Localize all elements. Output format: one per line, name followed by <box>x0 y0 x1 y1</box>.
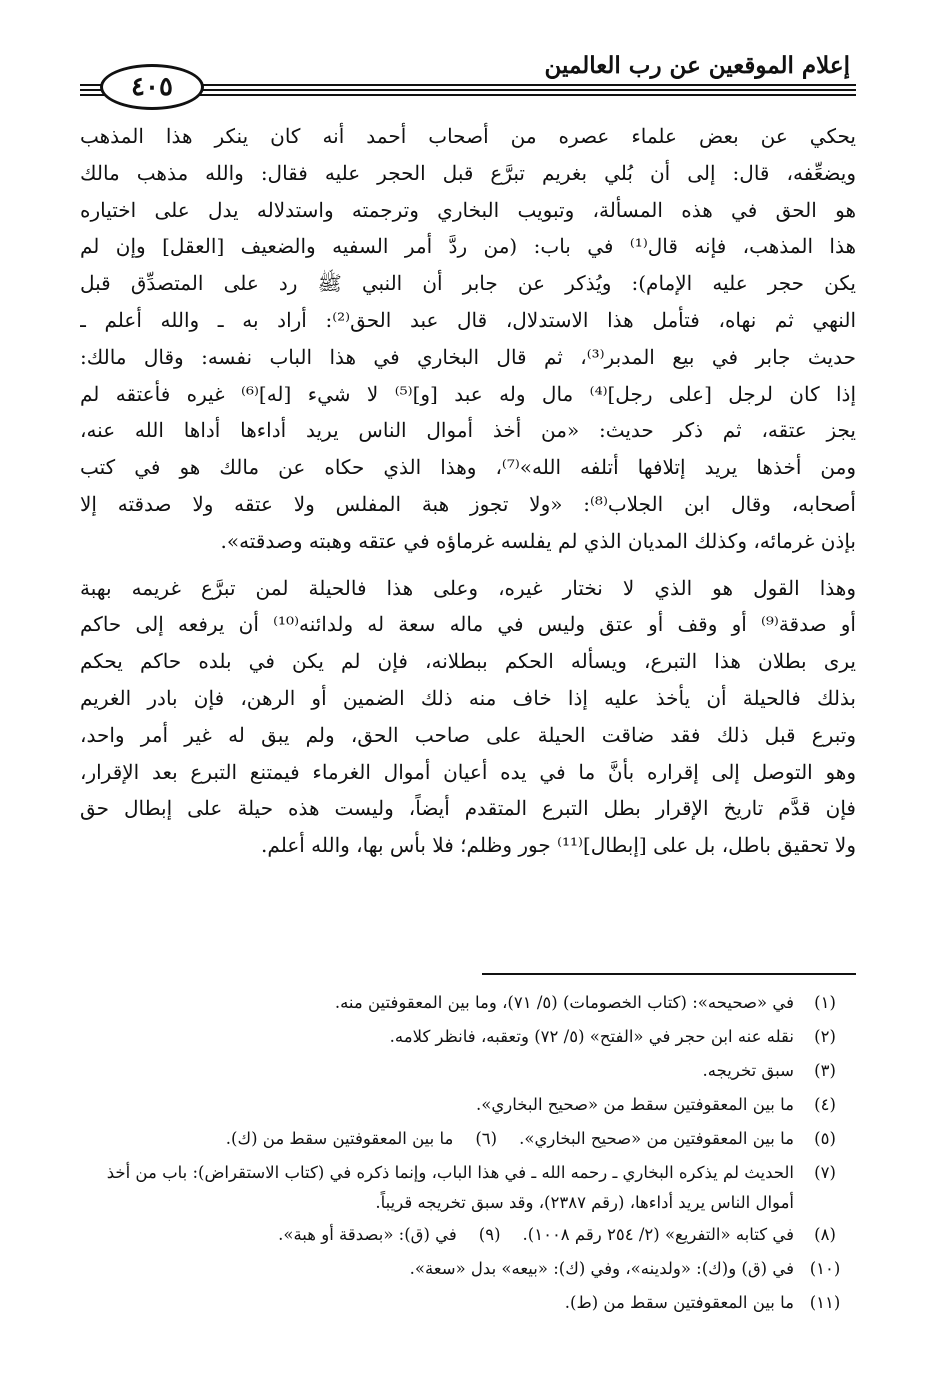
text-line: حديث جابر في بيع المدبر⁽³⁾، ثم قال البخاري في هذا الباب نفسه: وقال مالك: <box>80 344 856 369</box>
footnote <box>80 1020 856 1054</box>
text-line: أصحابه، وقال ابن الجلاب⁽⁸⁾: «ولا تجوز هبة المفلس ولا عتقه ولا صدقته إلا <box>80 491 856 516</box>
footnote-text <box>80 1122 794 1156</box>
footnote-text <box>80 1218 794 1252</box>
text-line: وتبرع قبل ذلك فقد ضاقت الحيلة على صاحب الحق، ولم يبق له غير أمر واحد، <box>80 722 856 747</box>
footnote <box>80 1218 856 1252</box>
footnote <box>80 986 856 1020</box>
footnote-number: (٤) <box>814 1095 836 1114</box>
text-line: ويضعِّفه، قال: إلى أن بُلي بغريم تبرَّع قبل الحجر عليه فقال: والله مذهب مالك <box>80 160 856 185</box>
text-line: ولا تحقيق باطل، بل على [إبطال]⁽¹¹⁾ جور وظلم؛ فلا بأس بها، والله أعلم. <box>261 833 856 858</box>
text-line: يحكي عن بعض علماء عصره من أصحاب أحمد أنه كان ينكر هذا المذهب <box>80 124 856 148</box>
footnote-number: (٣) <box>814 1061 836 1080</box>
footnote-number: (١٠) <box>809 1259 841 1278</box>
text-line: يجز عتقه، ثم ذكر حديث: «من أخذ أموال الناس يريد أداءها أداها الله عنه، <box>80 418 856 443</box>
text-line: وهذا القول هو الذي لا نختار غيره، وعلى هذا فالحيلة لمن تبرَّع غريمه بهبة <box>80 575 856 600</box>
footnote <box>80 1156 856 1218</box>
footnote-text-part: ما بين المعقوفتين من «صحيح البخاري». <box>519 1129 794 1148</box>
footnote-text: في (ق) و(ك): «ولدينه»، وفي (ك): «بيعه» بدل «سعة». <box>409 1259 794 1278</box>
text-line: فإن قدَّم تاريخ الإقرار بطل التبرع المتقدم أيضاً، وليست هذه حيلة على إبطال حق <box>80 796 856 821</box>
text-line: يرى بطلان هذا التبرع، ويسأله الحكم ببطلانه، فإن لم يكن في بلده حاكم يحكم <box>80 649 856 674</box>
text-line: يكن حجر عليه الإمام): ويُذكر عن جابر أن النبي ﷺ رد على المتصدِّق قبل <box>80 271 856 296</box>
text-line: إذا كان لرجل [على رجل]⁽⁴⁾ مال وله عبد [و]⁽⁵⁾ لا شيء [له]⁽⁶⁾ غيره فأعتقه لم <box>80 381 856 406</box>
book-title: إعلام الموقعين عن رب العالمين <box>544 52 850 79</box>
footnote-number: (٥) <box>814 1129 836 1148</box>
paragraph-gap <box>80 560 856 570</box>
footnote-number: (٢) <box>814 1027 836 1046</box>
main-text <box>80 118 856 864</box>
footnote-number: (١) <box>814 993 836 1012</box>
text-line: بإذن غرمائه، وكذلك المديان الذي لم يفلسه غرماؤه في عتقه وهبته وصدقته». <box>220 528 856 553</box>
footnote-separator <box>482 973 856 975</box>
footnote-text: نقله عنه ابن حجر في «الفتح» (٥/ ٧٢) وتعقبه، فانظر كلامه. <box>389 1027 794 1046</box>
footnote-text-part: ما بين المعقوفتين سقط من (ك). <box>225 1129 454 1148</box>
text-line: ومن أخذها يريد إتلافها أتلفه الله»⁽⁷⁾، وهذا الذي حكاه عن مالك هو في كتب <box>80 455 856 480</box>
footnote-number-inline: (٦) <box>475 1129 498 1148</box>
footnote-text: ما بين المعقوفتين سقط من (ط). <box>564 1293 794 1312</box>
page-number: ٤٠٥ <box>100 64 204 110</box>
footnote <box>80 1054 856 1088</box>
footnote-text-part: في (ق): «بصدقة أو هبة». <box>278 1225 457 1244</box>
text-line: النهي ثم نهاه، فتأمل هذا الاستدلال، قال عبد الحق⁽²⁾: أراد به ـ والله أعلم ـ <box>80 307 856 332</box>
footnote-text: في «صحيحه»: (كتاب الخصومات) (٥/ ٧١)، وما بين المعقوفتين منه. <box>334 993 794 1012</box>
footnote-number: (١١) <box>809 1293 841 1312</box>
text-line: هو الحق في هذه المسألة، وتبويب البخاري وترجمته واستدلاله يدل على اختياره <box>80 197 856 222</box>
footnote <box>80 1122 856 1156</box>
footnote-text-part: في كتابه «التفريع» (٢/ ٢٥٤ رقم ١٠٠٨). <box>522 1225 794 1244</box>
footnote-number: (٨) <box>814 1225 836 1244</box>
footnote <box>80 1088 856 1122</box>
text-line: بذلك فالحيلة أن يأخذ عليه إذا خاف منه ذلك الضمين أو الرهن، فإن بادر الغريم <box>80 685 856 710</box>
footnote <box>80 1286 856 1320</box>
footnote-text: الحديث لم يذكره البخاري ـ رحمه الله ـ في هذا الباب، وإنما ذكره في (كتاب الاستقراض): باب من أخذ أموال الناس يريد أداءها، (رقم ٢٣٨٧)، وقد سبق تخريجه قريباً. <box>106 1163 794 1212</box>
text-line: أو صدقة⁽⁹⁾ أو وقف أو عتق وليس في ماله سعة له ولدائنه⁽¹⁰⁾ أن يرفعه إلى حاكم <box>80 612 856 637</box>
footnote-number: (٧) <box>814 1163 836 1182</box>
footnote-number-inline: (٩) <box>478 1225 501 1244</box>
text-line: هذا المذهب، فإنه قال⁽¹⁾ في باب: (من ردَّ أمر السفيه والضعيف [العقل] وإن لم <box>80 234 856 259</box>
footnote-text: ما بين المعقوفتين سقط من «صحيح البخاري». <box>476 1095 794 1114</box>
text-line: وهو التوصل إلى إقراره بأنَّ ما في يده أعيان أموال الغرماء فيمتنع التبرع بعد الإقرار، <box>80 759 856 784</box>
footnotes <box>80 986 856 1320</box>
footnote <box>80 1252 856 1286</box>
footnote-text: سبق تخريجه. <box>702 1061 794 1080</box>
